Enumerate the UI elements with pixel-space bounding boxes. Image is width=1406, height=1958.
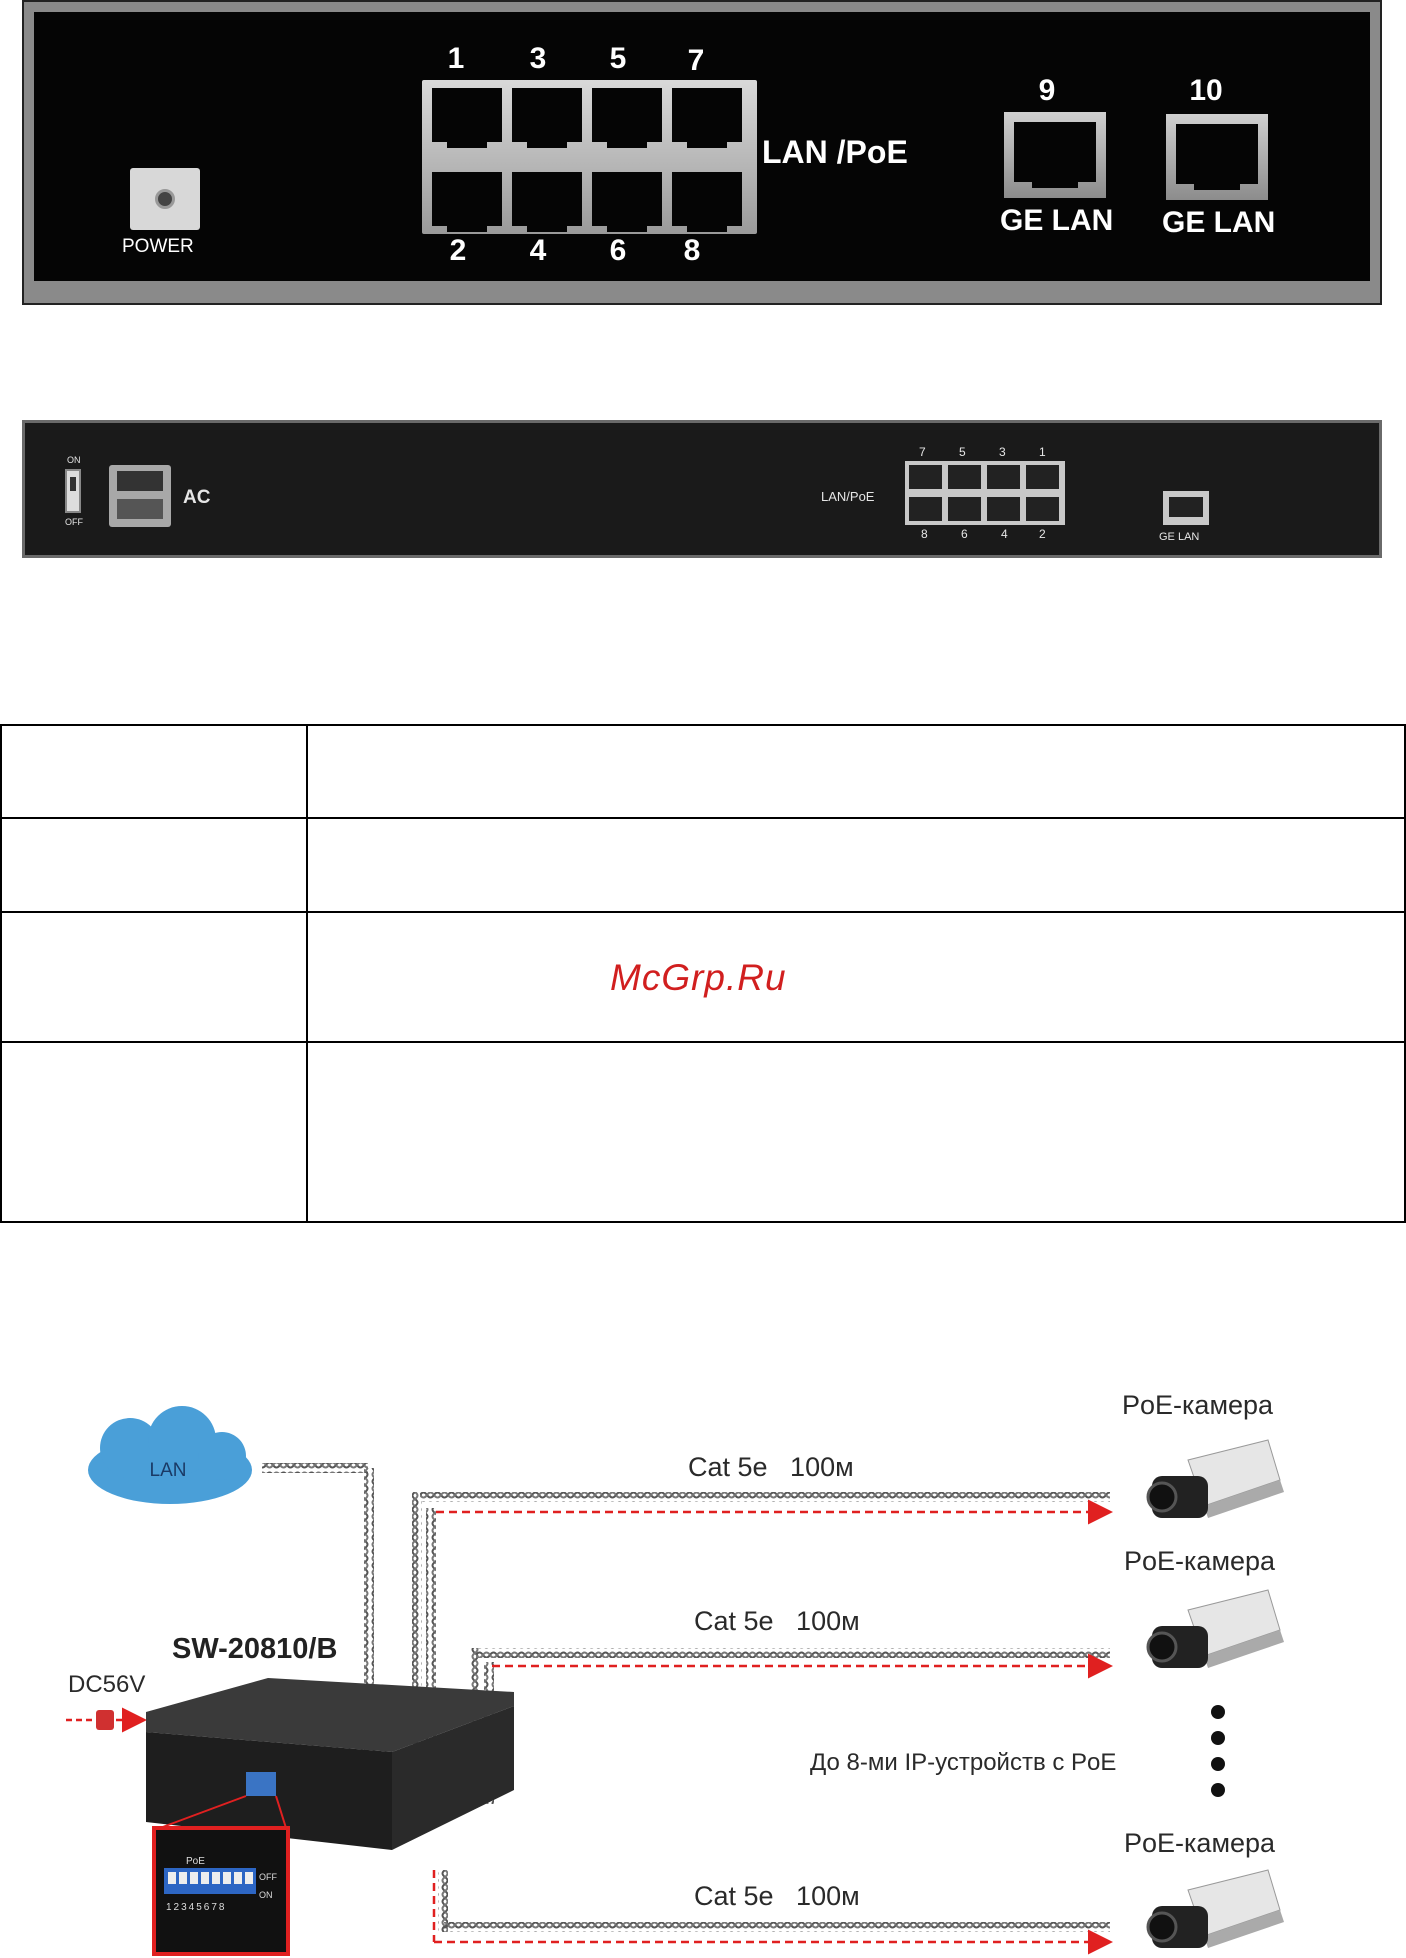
rj45-port [672, 88, 742, 142]
dip-numbers: 12345678 [166, 1902, 227, 1913]
rj45-port [592, 172, 662, 226]
switch-off-label: OFF [65, 517, 83, 527]
port-number: 1 [1039, 445, 1046, 459]
power-label: POWER [122, 236, 194, 257]
rj45-port [512, 88, 582, 142]
port-number: 5 [959, 445, 966, 459]
table-cell-value [307, 1042, 1405, 1222]
devices-note: До 8-ми IP-устройств с PoE [810, 1749, 1117, 1776]
table-cell-label [1, 912, 307, 1042]
dip-off-label: OFF [259, 1872, 277, 1882]
more-devices-dot [1211, 1783, 1225, 1797]
table-row [1, 1042, 1405, 1222]
cable-label: Cat 5e 100м [694, 1881, 860, 1911]
uplink-cable [262, 1463, 368, 1473]
ge-lan-port-10 [1166, 114, 1268, 200]
camera-label: PoE-камера [1124, 1546, 1276, 1576]
table-row [1, 818, 1405, 912]
port-number: 2 [1039, 527, 1046, 541]
ge-lan-port [1163, 491, 1209, 525]
cat5e-cable [444, 1922, 1110, 1932]
camera-label: PoE-камера [1122, 1390, 1274, 1420]
watermark: McGrp.Ru [610, 957, 787, 998]
rj45-port [432, 88, 502, 142]
port-number: 7 [919, 445, 926, 459]
ge-lan-label: GE LAN [1159, 531, 1200, 543]
more-devices-dot [1211, 1757, 1225, 1771]
port-number: 3 [529, 42, 547, 75]
power-plug-icon [96, 1710, 114, 1730]
rj45-port [672, 172, 742, 226]
ge-port-number: 10 [1189, 74, 1223, 107]
camera-label: PoE-камера [1124, 1828, 1276, 1858]
port-number: 8 [683, 234, 701, 267]
port-number: 4 [1001, 527, 1008, 541]
lan-poe-label: LAN/PoE [821, 489, 875, 504]
rear-panel-image [22, 420, 1382, 558]
port-number: 4 [529, 234, 547, 267]
lan-poe-port-block [422, 80, 757, 234]
table-cell-value [307, 725, 1405, 818]
table-cell-value [307, 912, 1405, 1042]
rj45-port [512, 172, 582, 226]
cable-label: Cat 5e 100м [694, 1606, 860, 1636]
ge-lan-label: GE LAN [1000, 204, 1114, 237]
lan-poe-port-block [905, 461, 1065, 525]
power-switch [65, 469, 81, 513]
ge-lan-label: GE LAN [1162, 206, 1276, 239]
port-number: 8 [921, 527, 928, 541]
camera-icon [1148, 1590, 1284, 1668]
camera-icon [1148, 1440, 1284, 1518]
table-row [1, 725, 1405, 818]
port-number: 3 [999, 445, 1006, 459]
cat5e-cable [476, 1648, 1110, 1658]
front-panel-face [34, 12, 1370, 281]
port-number: 2 [449, 234, 467, 267]
ge-lan-port-9 [1004, 112, 1106, 198]
lan-cloud-label: LAN [149, 1460, 187, 1481]
rj45-port [432, 172, 502, 226]
ac-inlet [109, 465, 171, 527]
switch-on-label: ON [67, 455, 81, 465]
port-number: 5 [609, 42, 627, 75]
rj45-port [592, 88, 662, 142]
port-number: 6 [609, 234, 627, 267]
power-jack [130, 168, 200, 230]
table-cell-label [1, 1042, 307, 1222]
port-number: 1 [447, 42, 465, 75]
more-devices-dot [1211, 1705, 1225, 1719]
switch-model-label: SW-20810/B [172, 1633, 338, 1665]
port-number: 6 [961, 527, 968, 541]
port-number: 7 [687, 44, 705, 77]
power-input-label: DC56V [68, 1671, 146, 1698]
table-cell-value [307, 818, 1405, 912]
camera-icon [1148, 1870, 1284, 1948]
more-devices-dot [1211, 1731, 1225, 1745]
lan-cloud-icon [88, 1406, 252, 1504]
poe-connection-diagram [0, 1380, 1406, 1958]
dip-poe-label: PoE [186, 1856, 205, 1867]
table-cell-label [1, 725, 307, 818]
ac-label: AC [183, 487, 211, 508]
dip-on-label: ON [259, 1890, 273, 1900]
switch-device-icon [146, 1678, 514, 1850]
cable-label: Cat 5e 100м [688, 1452, 854, 1482]
ge-port-number: 9 [1038, 74, 1056, 107]
front-panel-image [22, 0, 1382, 305]
lan-poe-label: LAN /PoE [762, 134, 908, 170]
table-cell-label [1, 818, 307, 912]
cat5e-cable [420, 1492, 1110, 1502]
